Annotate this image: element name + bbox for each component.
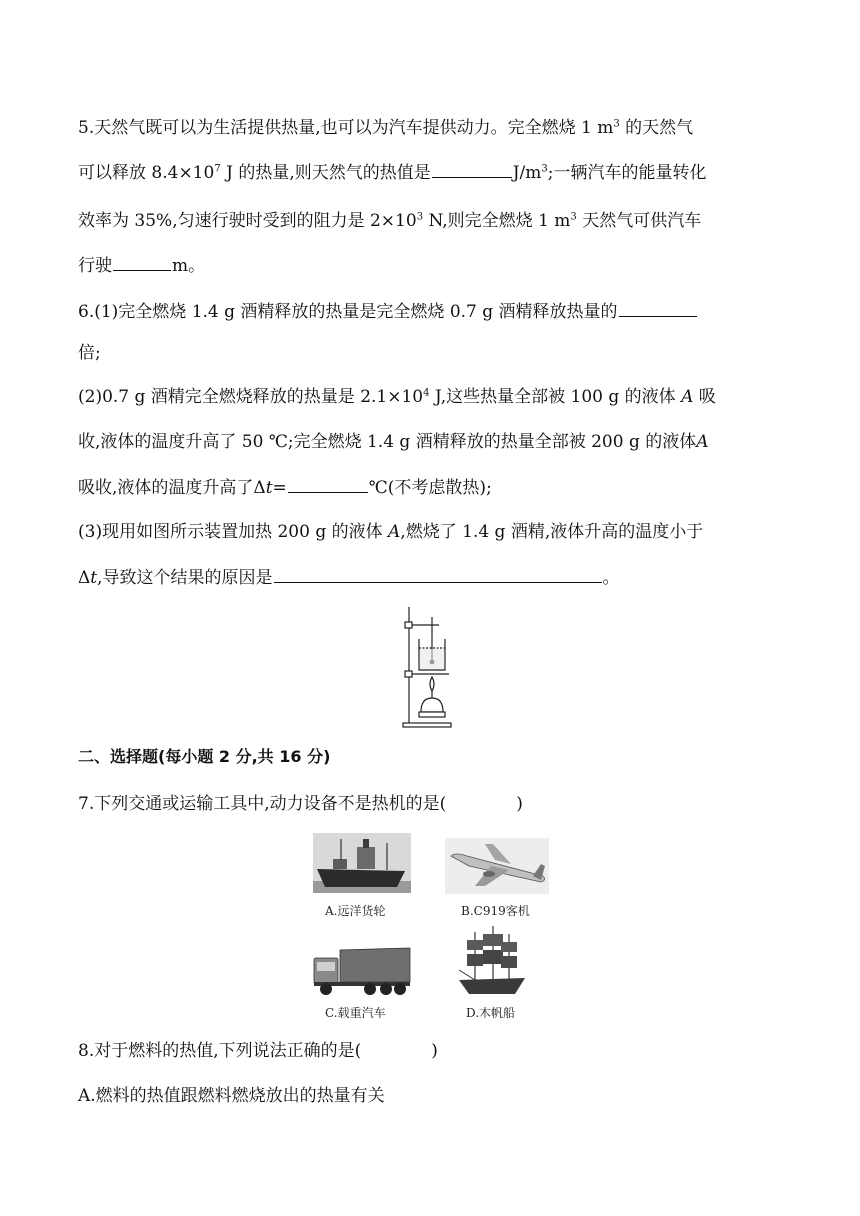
- answer-blank[interactable]: [274, 566, 602, 583]
- answer-blank[interactable]: [619, 300, 697, 317]
- q6-part1: 6.(1)完全燃烧 1.4 g 酒精释放的热量是完全燃烧 0.7 g 酒精释放热量的: [78, 300, 698, 323]
- option-c-caption: C.载重汽车: [325, 1006, 386, 1020]
- q6-part2-end: 吸收,液体的温度升高了Δt= ℃(不考虑散热);: [78, 478, 492, 498]
- q6-part1-cont: 倍;: [78, 343, 101, 363]
- option-d-caption: D.木帆船: [466, 1006, 516, 1020]
- q8-stem: 8.对于燃料的热值,下列说法正确的是( ): [78, 1041, 438, 1061]
- airplane-image: [445, 838, 549, 894]
- section-heading: 二、选择题(每小题 2 分,共 16 分): [78, 747, 331, 766]
- option-b-caption: B.C919客机: [461, 904, 530, 918]
- sailing-ship-image: [455, 924, 529, 1000]
- q7-stem: 7.下列交通或运输工具中,动力设备不是热机的是( ): [78, 794, 523, 814]
- answer-blank[interactable]: [113, 254, 171, 271]
- cargo-ship-image: [313, 833, 411, 893]
- q8-option-a: A.燃料的热值跟燃料燃烧放出的热量有关: [78, 1086, 385, 1106]
- heating-apparatus-figure: [395, 603, 455, 729]
- answer-blank[interactable]: [432, 161, 512, 178]
- option-a-caption: A.远洋货轮: [325, 904, 386, 918]
- q6-part2-cont: 收,液体的温度升高了 50 ℃;完全燃烧 1.4 g 酒精释放的热量全部被 200 g 的液体A: [78, 432, 709, 452]
- q5-line2: 可以释放 $8.4\times 10^7$ J 的热量,则天然气的热值是 $J/m^3$;一辆汽车的能量转化: [78, 163, 707, 183]
- q6-part3: (3)现用如图所示装置加热 200 g 的液体 A,燃烧了 1.4 g 酒精,液体升高的温度小于: [78, 522, 704, 542]
- q6-part3-cont: Δt,导致这个结果的原因是 。: [78, 568, 620, 588]
- q5-line3: 效率为 35%,匀速行驶时受到的阻力是 $2\times 10^3$ N,则完全燃烧 1 $m^3$ 天然气可供汽车: [78, 211, 702, 231]
- q5-line4: 行驶 m。: [78, 256, 206, 276]
- dump-truck-image: [310, 942, 414, 998]
- q6-part2: (2)0.7 g 酒精完全燃烧释放的热量是 $2.1\times 10^4$ J,这些热量全部被 100 g 的液体 A 吸: [78, 387, 716, 407]
- answer-blank[interactable]: [288, 476, 368, 493]
- q5-line1: 5.天然气既可以为生活提供热量,也可以为汽车提供动力。完全燃烧 1 $m^3$ 的天然气: [78, 118, 694, 138]
